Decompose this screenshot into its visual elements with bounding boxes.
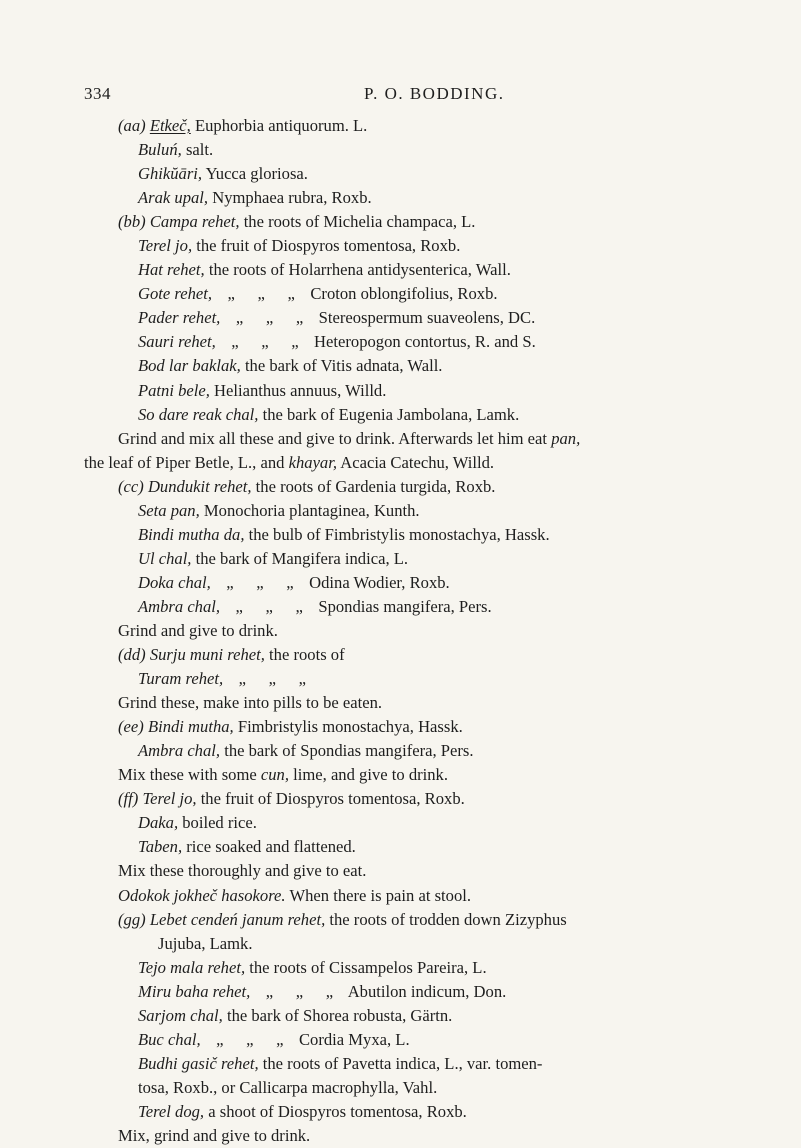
ditto-mark: „ (265, 981, 274, 1001)
text-line: (dd) Surju muni rehet, the roots of (118, 645, 345, 665)
text-line: the leaf of Piper Betle, L., and khayar, Acacia Catechu, Willd. (84, 452, 495, 472)
ditto-mark: „ (287, 284, 295, 304)
text-line: So dare reak chal, the bark of Eugenia Jambolana, Lamk. (138, 404, 520, 424)
ditto-mark: „ (295, 308, 304, 328)
text-line: Sarjom chal, the bark of Shorea robusta, Gärtn. (138, 1005, 453, 1025)
ditto-mark: „ (238, 669, 246, 689)
ditto-mark: „ (286, 572, 294, 592)
ditto-mark: „ (265, 596, 273, 616)
text-line: Turam rehet, „ „ „ (84, 667, 764, 691)
ditto-mark: „ (227, 284, 235, 304)
ditto-mark: „ (295, 596, 303, 616)
text-line: Ambra chal, „ „ „ Spondias mangifera, Pers. (84, 595, 764, 619)
text-line: Mix these thoroughly and give to eat. (118, 861, 367, 881)
running-head: P. O. BODDING. (364, 84, 505, 103)
text-line: Miru baha rehet, „ „ „ Abutilon indicum, Don. (84, 980, 764, 1004)
text-line: Buluń, salt. (138, 140, 214, 160)
text-line: Taben, rice soaked and flattened. (138, 837, 356, 857)
text-line: Ul chal, the bark of Mangifera indica, L. (138, 548, 409, 568)
text-line: Seta pan, Monochoria plantaginea, Kunth. (138, 500, 420, 520)
text-line: Odokok jokheč hasokore. When there is pain at stool. (118, 885, 471, 905)
ditto-mark: „ (257, 284, 265, 304)
text-line: Terel jo, the fruit of Diospyros tomentosa, Roxb. (138, 236, 461, 256)
text-line: Gote rehet, „ „ „ Croton oblongifolius, Roxb. (84, 282, 764, 306)
ditto-mark: „ (325, 981, 334, 1001)
text-line: Patni bele, Helianthus annuus, Willd. (138, 380, 387, 400)
ditto-mark: „ (298, 669, 306, 689)
ditto-mark: „ (265, 308, 274, 328)
text-line: tosa, Roxb., or Callicarpa macrophylla, Vahl. (138, 1077, 438, 1097)
text-line: (aa) Etkeč, Euphorbia antiquorum. L. (118, 116, 368, 135)
text-line: Grind and mix all these and give to drink. Afterwards let him eat pan, (118, 428, 581, 448)
ditto-mark: „ (235, 596, 243, 616)
text-line: Bindi mutha da, the bulb of Fimbristylis monostachya, Hassk. (138, 524, 550, 544)
ditto-mark: „ (231, 332, 239, 352)
text-line: (ee) Bindi mutha, Fimbristylis monostachya, Hassk. (118, 717, 463, 737)
text-line: Sauri rehet, „ „ „ Heteropogon contortus, R. and S. (84, 330, 764, 354)
text-line: Doka chal, „ „ „ Odina Wodier, Roxb. (84, 571, 764, 595)
ditto-mark: „ (256, 572, 264, 592)
ditto-mark: „ (246, 1029, 254, 1049)
ditto-mark: „ (291, 332, 299, 352)
text-line: Ghikŭāri, Yucca gloriosa. (138, 164, 308, 184)
text-line: Buc chal, „ „ „ Cordia Myxa, L. (84, 1028, 764, 1052)
ditto-mark: „ (216, 1029, 224, 1049)
text-line: Hat rehet, the roots of Holarrhena antidysenterica, Wall. (138, 260, 511, 280)
text-line: (gg) Lebet cendeń janum rehet, the roots of trodden down Zizyphus (118, 909, 567, 929)
text-line: Terel dog, a shoot of Diospyros tomentosa, Roxb. (138, 1101, 467, 1121)
text-line: (bb) Campa rehet, the roots of Michelia champaca, L. (118, 212, 476, 232)
page-number: 334 (84, 84, 111, 103)
page-header (84, 84, 741, 110)
text-line: Tejo mala rehet, the roots of Cissampelos Pareira, L. (138, 957, 487, 977)
page-body (84, 114, 764, 1148)
ditto-mark: „ (226, 572, 234, 592)
text-line: Pader rehet, „ „ „ Stereospermum suaveolens, DC. (84, 306, 764, 330)
text-line: (cc) Dundukit rehet, the roots of Gardenia turgida, Roxb. (118, 476, 496, 496)
ditto-mark: „ (295, 981, 304, 1001)
ditto-mark: „ (268, 669, 276, 689)
ditto-mark: „ (235, 308, 244, 328)
text-line: Daka, boiled rice. (138, 813, 257, 833)
text-line: Jujuba, Lamk. (158, 933, 253, 953)
text-line: Grind and give to drink. (118, 620, 278, 640)
text-line: Grind these, make into pills to be eaten. (118, 693, 383, 713)
ditto-mark: „ (261, 332, 269, 352)
ditto-mark: „ (276, 1029, 284, 1049)
text-line: (ff) Terel jo, the fruit of Diospyros tomentosa, Roxb. (118, 789, 465, 809)
text-line: Mix, grind and give to drink. (118, 1125, 311, 1145)
text-line: Arak upal, Nymphaea rubra, Roxb. (138, 188, 372, 208)
text-line: Ambra chal, the bark of Spondias mangifera, Pers. (138, 741, 474, 761)
text-line: Mix these with some cun, lime, and give to drink. (118, 765, 449, 785)
text-line: Budhi gasič rehet, the roots of Pavetta indica, L., var. tomen- (138, 1053, 543, 1073)
text-line: Bod lar baklak, the bark of Vitis adnata, Wall. (138, 356, 443, 376)
